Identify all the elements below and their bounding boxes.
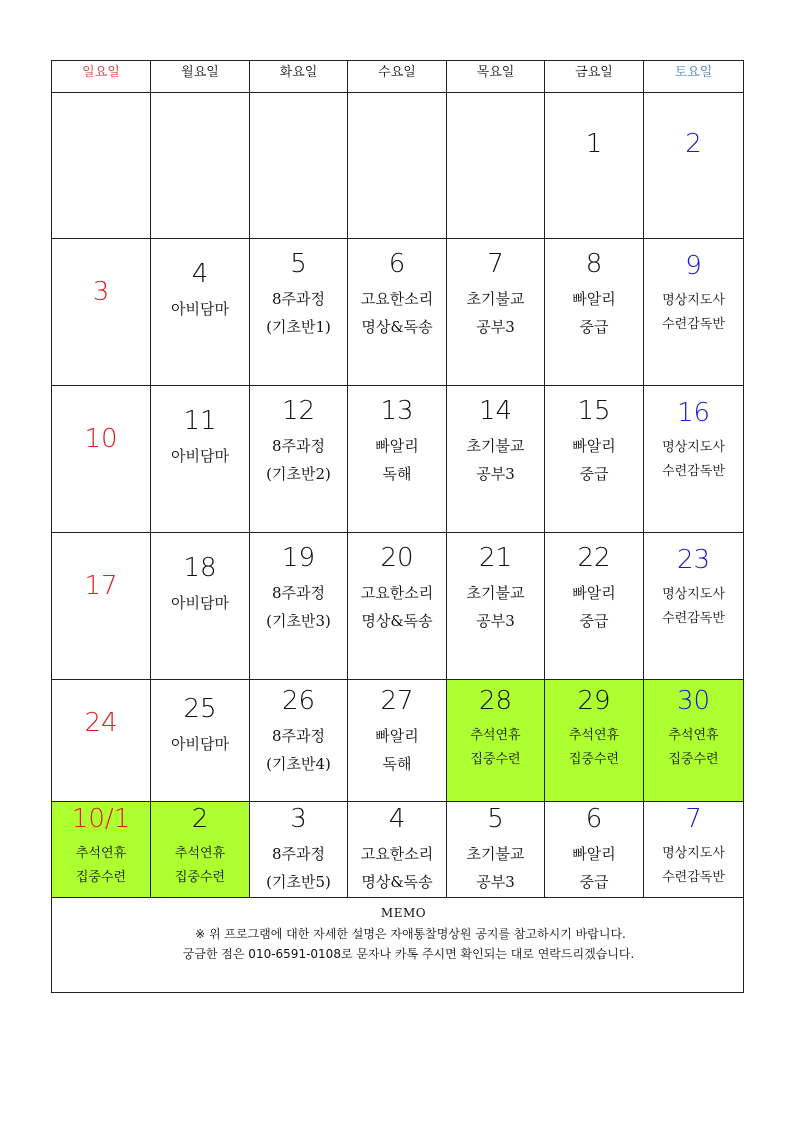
- event-text: 8주과정: [271, 727, 325, 745]
- day-number: 27: [380, 686, 414, 716]
- weekday-header-row: [52, 61, 744, 93]
- day-cell[interactable]: [151, 239, 250, 386]
- event-text: 명상&독송: [361, 318, 433, 336]
- event-text: (기초반3): [266, 612, 331, 630]
- day-number: 6: [585, 804, 603, 834]
- calendar-table: [51, 60, 744, 993]
- day-number: 11: [183, 406, 217, 436]
- day-number: 13: [380, 396, 414, 426]
- event-text: 독해: [382, 755, 412, 773]
- event-text: 추석연휴: [568, 728, 620, 743]
- day-cell[interactable]: [447, 802, 545, 898]
- event-text: 집중수련: [568, 752, 620, 767]
- day-cell[interactable]: [348, 533, 447, 680]
- event-text: (기초반4): [266, 755, 331, 773]
- day-cell[interactable]: [447, 680, 545, 802]
- week-row: [52, 802, 744, 898]
- event-text: 빠알리: [572, 437, 616, 455]
- day-number: 8: [585, 249, 603, 279]
- weekday-tuesday: 화요일: [250, 61, 348, 93]
- week-row: [52, 680, 744, 802]
- day-cell[interactable]: [545, 680, 644, 802]
- week-row: [52, 239, 744, 386]
- day-cell[interactable]: [250, 802, 348, 898]
- day-cell[interactable]: [545, 239, 644, 386]
- event-text: 공부3: [476, 612, 515, 630]
- day-cell[interactable]: [52, 533, 151, 680]
- weekday-monday: 월요일: [151, 61, 250, 93]
- week-row: [52, 386, 744, 533]
- day-cell[interactable]: [545, 802, 644, 898]
- week-row: [52, 533, 744, 680]
- event-text: 명상&독송: [361, 612, 433, 630]
- day-number: 20: [380, 543, 414, 573]
- day-number: 1: [585, 129, 603, 159]
- day-number: 15: [577, 396, 611, 426]
- day-cell[interactable]: [151, 93, 250, 239]
- event-text: 고요한소리: [360, 290, 434, 308]
- day-cell[interactable]: [447, 386, 545, 533]
- event-text: 초기불교: [466, 437, 525, 455]
- event-text: 중급: [579, 465, 609, 483]
- event-text: 공부3: [476, 873, 515, 891]
- day-cell[interactable]: [52, 93, 151, 239]
- day-number: 4: [388, 804, 406, 834]
- day-number: 5: [290, 249, 307, 279]
- day-number: 14: [478, 396, 513, 426]
- weekday-friday: 금요일: [545, 61, 644, 93]
- day-number: 7: [685, 804, 702, 834]
- event-text: 빠알리: [572, 584, 616, 602]
- day-number: 2: [685, 129, 702, 159]
- day-number: 24: [84, 708, 118, 738]
- event-text: 중급: [579, 318, 609, 336]
- day-cell[interactable]: [250, 239, 348, 386]
- day-cell[interactable]: [644, 533, 744, 680]
- memo-line-2: 궁금한 점은 010-6591-0108로 문자나 카톡 주시면 확인되는 대로 연락드리겠습니다.: [182, 947, 635, 961]
- event-text: 공부3: [476, 318, 515, 336]
- event-text: 8주과정: [271, 845, 325, 863]
- event-text: 초기불교: [466, 290, 525, 308]
- day-number: 16: [676, 398, 711, 428]
- memo-box: [52, 898, 744, 993]
- event-text: 공부3: [476, 465, 515, 483]
- event-text: 8주과정: [271, 437, 325, 455]
- day-number: 10: [84, 424, 118, 454]
- day-number: 19: [281, 543, 316, 573]
- day-number: 18: [183, 553, 217, 583]
- event-text: 명상지도사: [662, 846, 725, 861]
- event-text: 추석연휴: [668, 728, 719, 743]
- day-cell[interactable]: [348, 680, 447, 802]
- event-text: 추석연휴: [470, 728, 521, 743]
- event-text: 집중수련: [470, 752, 521, 767]
- day-number: 10/1: [71, 804, 131, 834]
- day-cell[interactable]: [151, 680, 250, 802]
- day-number: 17: [84, 571, 118, 601]
- day-number: 7: [487, 249, 504, 279]
- day-cell[interactable]: [447, 533, 545, 680]
- day-cell[interactable]: [348, 239, 447, 386]
- event-text: 수련감독반: [662, 870, 725, 885]
- day-cell[interactable]: [250, 533, 348, 680]
- event-text: 명상지도사: [662, 293, 725, 308]
- event-text: (기초반5): [266, 873, 331, 891]
- day-cell[interactable]: [447, 239, 545, 386]
- event-text: 초기불교: [466, 845, 525, 863]
- day-number: 28: [478, 686, 513, 716]
- event-text: 명상&독송: [361, 873, 433, 891]
- day-cell[interactable]: [545, 533, 644, 680]
- event-text: 수련감독반: [662, 464, 725, 479]
- memo-line-1: ※ 위 프로그램에 대한 자세한 설명은 자애통찰명상원 공지를 참고하시기 바랍니다.: [195, 927, 626, 941]
- day-cell[interactable]: [644, 239, 744, 386]
- day-cell[interactable]: [545, 93, 644, 239]
- event-text: 수련감독반: [662, 611, 725, 626]
- day-cell[interactable]: [151, 386, 250, 533]
- event-text: 추석연휴: [75, 846, 127, 861]
- day-number: 22: [577, 543, 611, 573]
- event-text: 수련감독반: [662, 317, 725, 332]
- event-text: 집중수련: [75, 870, 127, 885]
- day-number: 30: [676, 686, 711, 716]
- event-text: 집중수련: [668, 752, 719, 767]
- day-cell[interactable]: [52, 386, 151, 533]
- weekday-wednesday: 수요일: [348, 61, 447, 93]
- day-cell[interactable]: [348, 802, 447, 898]
- day-number: 21: [478, 543, 513, 573]
- event-text: (기초반2): [266, 465, 331, 483]
- day-cell[interactable]: [250, 93, 348, 239]
- event-text: 빠알리: [375, 727, 419, 745]
- event-text: 아비담마: [171, 735, 229, 753]
- day-number: 2: [191, 804, 209, 834]
- day-cell[interactable]: [348, 386, 447, 533]
- day-number: 9: [685, 251, 702, 281]
- event-text: 8주과정: [271, 290, 325, 308]
- event-text: 빠알리: [375, 437, 419, 455]
- event-text: 8주과정: [271, 584, 325, 602]
- event-text: 빠알리: [572, 290, 616, 308]
- event-text: 집중수련: [174, 870, 226, 885]
- day-cell[interactable]: [250, 386, 348, 533]
- event-text: 고요한소리: [360, 584, 434, 602]
- day-cell[interactable]: [52, 802, 151, 898]
- event-text: 중급: [579, 873, 609, 891]
- weekday-thursday: 목요일: [447, 61, 545, 93]
- event-text: 추석연휴: [174, 846, 226, 861]
- day-number: 29: [577, 686, 611, 716]
- day-cell[interactable]: [644, 680, 744, 802]
- event-text: 명상지도사: [662, 440, 725, 455]
- day-cell[interactable]: [644, 386, 744, 533]
- day-number: 6: [388, 249, 406, 279]
- day-number: 3: [92, 277, 110, 307]
- day-number: 4: [191, 259, 209, 289]
- memo-title: MEMO: [380, 906, 427, 920]
- week-row: [52, 93, 744, 239]
- event-text: (기초반1): [266, 318, 331, 336]
- day-number: 12: [281, 396, 316, 426]
- weekday-saturday: 토요일: [644, 61, 744, 93]
- event-text: 아비담마: [171, 300, 229, 318]
- day-cell[interactable]: [545, 386, 644, 533]
- event-text: 명상지도사: [662, 587, 725, 602]
- day-cell[interactable]: [644, 93, 744, 239]
- event-text: 아비담마: [171, 447, 229, 465]
- day-cell[interactable]: [52, 239, 151, 386]
- day-cell[interactable]: [447, 93, 545, 239]
- day-number: 5: [487, 804, 504, 834]
- day-cell[interactable]: [348, 93, 447, 239]
- day-cell[interactable]: [151, 533, 250, 680]
- event-text: 초기불교: [466, 584, 525, 602]
- day-cell[interactable]: [250, 680, 348, 802]
- day-cell[interactable]: [151, 802, 250, 898]
- day-cell[interactable]: [52, 680, 151, 802]
- day-number: 26: [281, 686, 316, 716]
- day-cell[interactable]: [644, 802, 744, 898]
- event-text: 빠알리: [572, 845, 616, 863]
- day-number: 25: [183, 694, 217, 724]
- day-number: 23: [676, 545, 711, 575]
- event-text: 중급: [579, 612, 609, 630]
- event-text: 고요한소리: [360, 845, 434, 863]
- event-text: 아비담마: [171, 594, 229, 612]
- event-text: 독해: [382, 465, 412, 483]
- day-number: 3: [290, 804, 307, 834]
- weekday-sunday: 일요일: [52, 61, 151, 93]
